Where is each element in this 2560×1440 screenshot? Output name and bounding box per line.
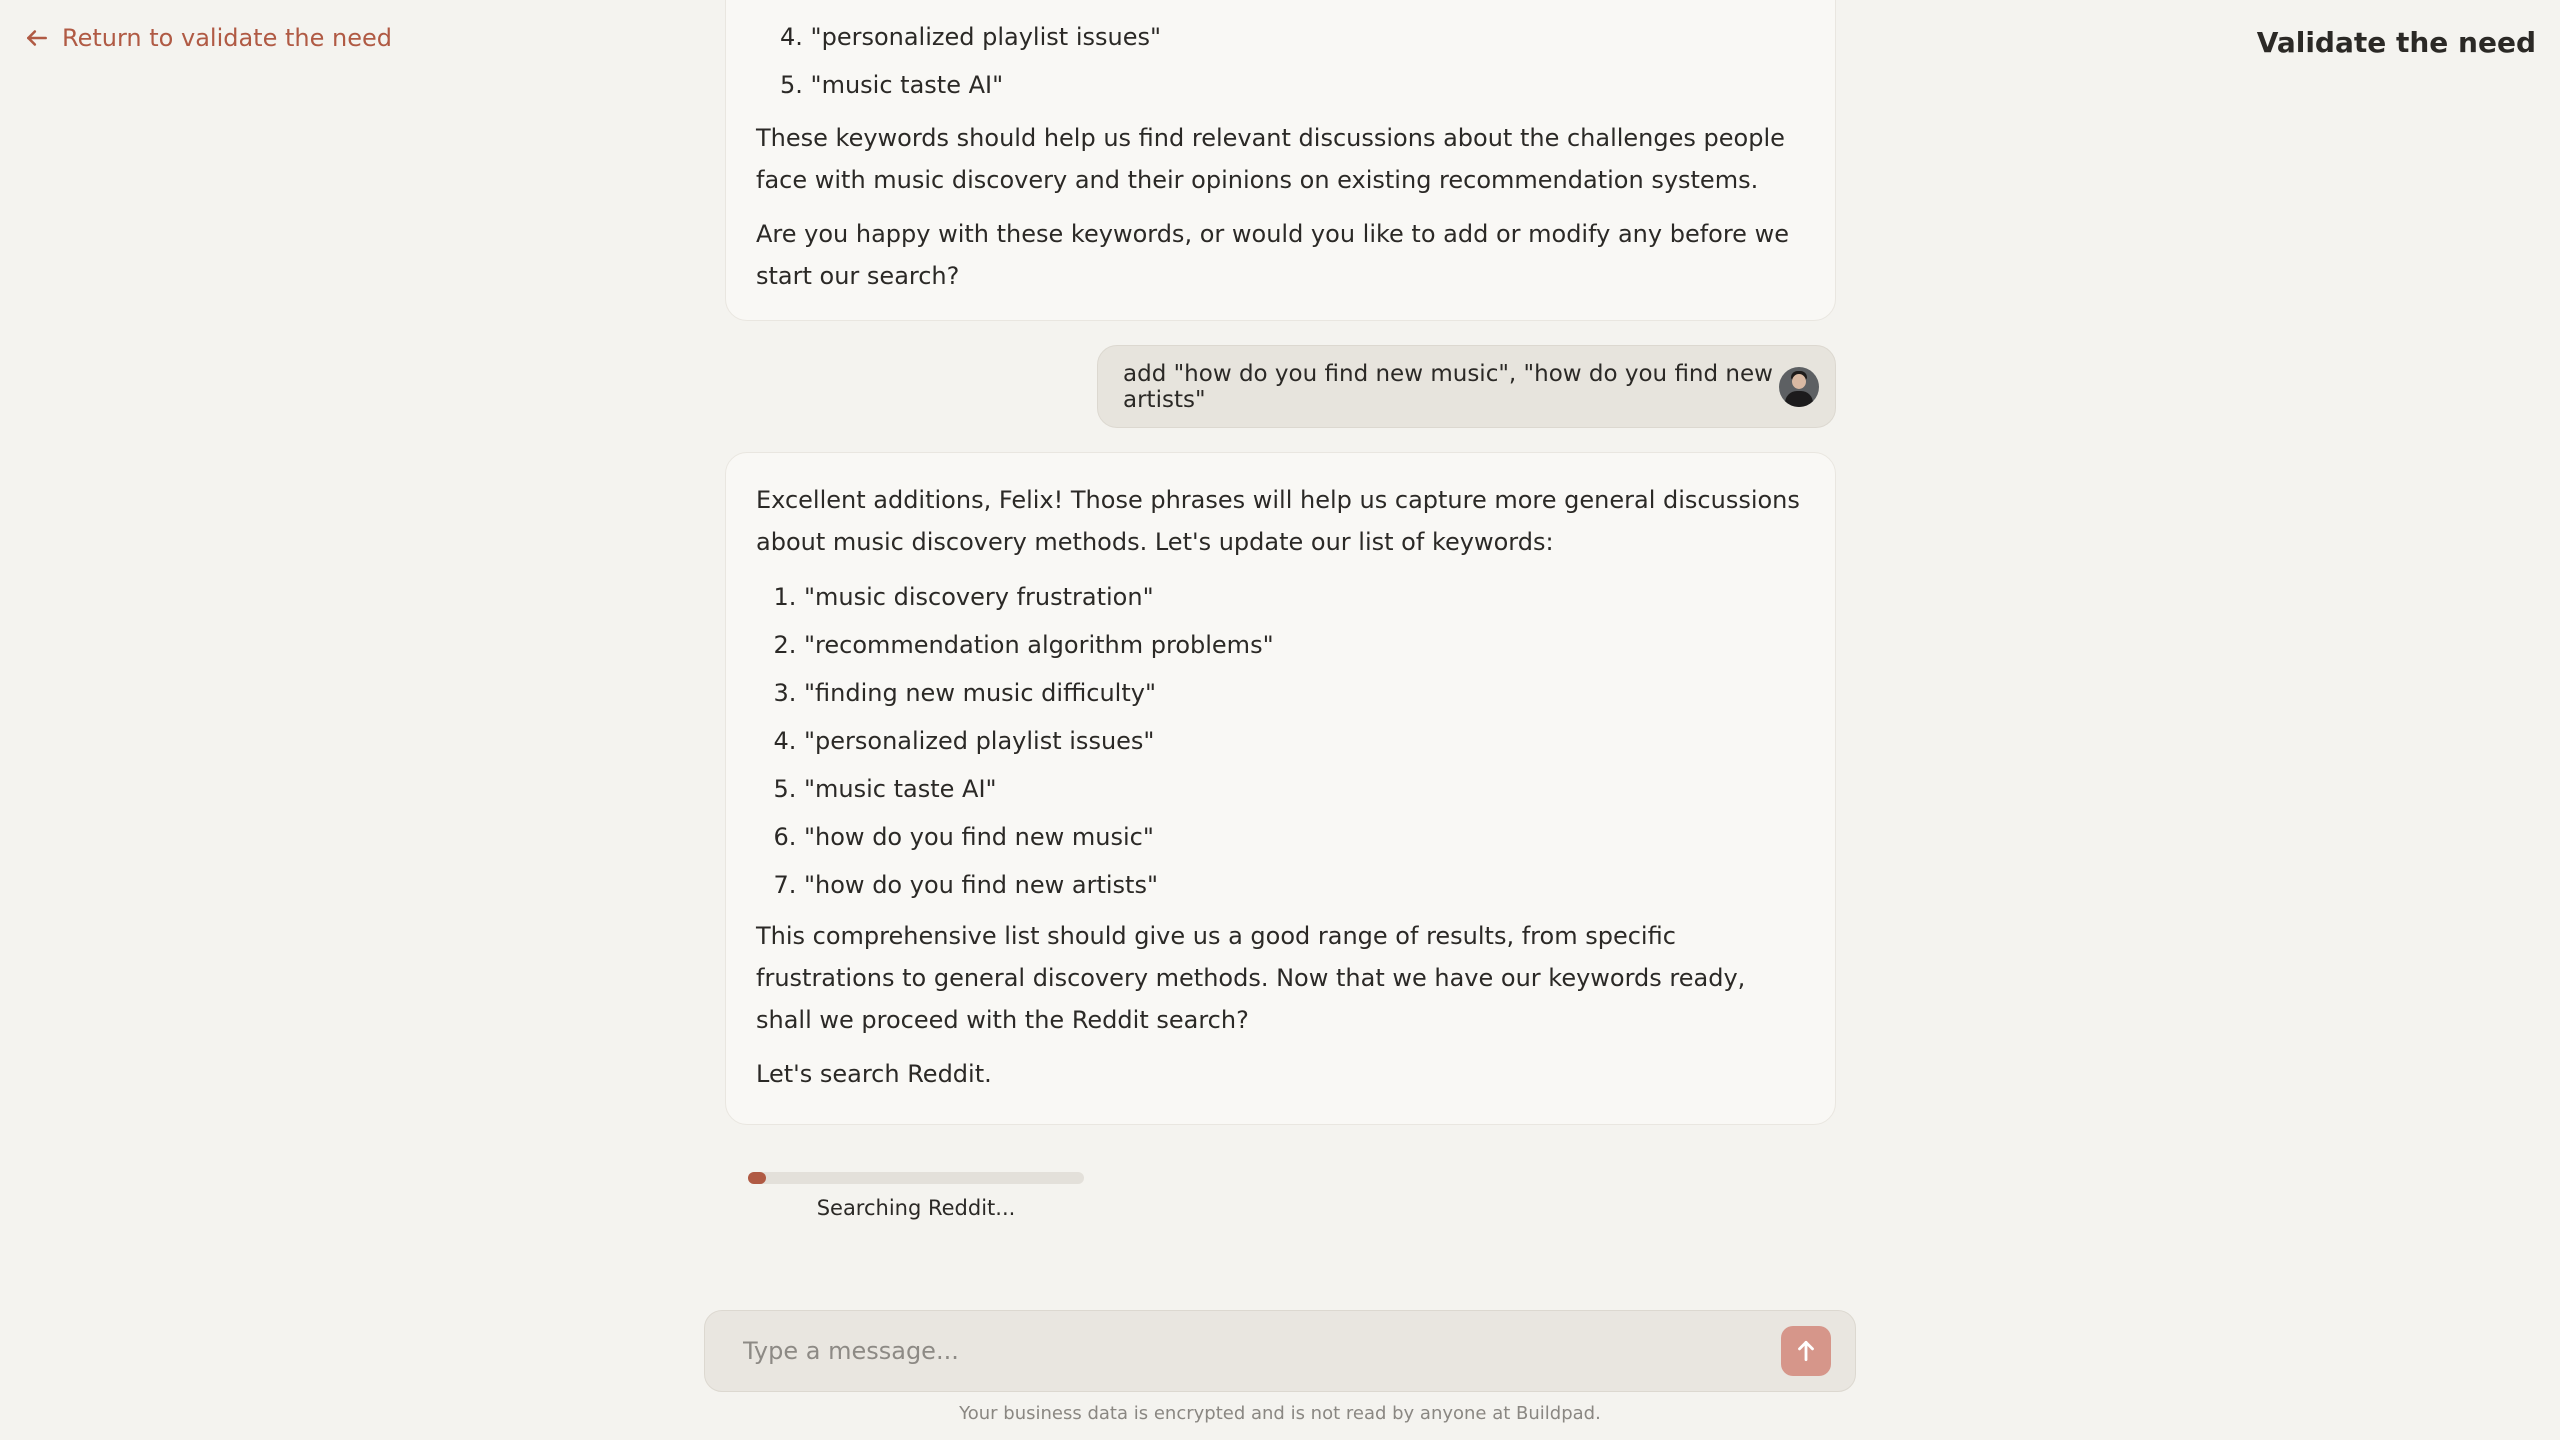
message-paragraph: Excellent additions, Felix! Those phrases will help us capture more general discussions about music discovery methods. Let's update our list of keywords: [756,486,1800,556]
list-item: 3. "finding new music difficulty" [804,669,1805,717]
arrow-left-icon [24,25,50,51]
avatar [1779,367,1819,407]
assistant-message-previous [725,0,1836,321]
page-title: Validate the need [2256,26,2536,59]
message-input[interactable] [741,1336,1641,1366]
footer-note: Your business data is encrypted and is not read by anyone at Buildpad. [959,1403,1601,1424]
list-item: 4. "personalized playlist issues" [804,717,1805,765]
return-link[interactable] [24,24,392,52]
message-paragraph: These keywords should help us find relevant discussions about the challenges people face with music discovery and their opinions on existing recommendation systems. [756,124,1785,194]
message-composer [704,1310,1856,1392]
message-paragraph: This comprehensive list should give us a good range of results, from specific frustrations to general discovery methods. Now that we have our keywords ready, shall we proceed with the Reddit search? [756,922,1746,1034]
list-item: 5. "music taste AI" [780,71,1004,99]
user-message [1097,345,1836,428]
progress-bar-fill [748,1172,766,1184]
message-paragraph: Let's search Reddit. [756,1060,992,1088]
list-item: 6. "how do you find new music" [804,813,1805,861]
message-paragraph: Are you happy with these keywords, or would you like to add or modify any before we start our search? [756,220,1789,290]
keyword-list [756,573,1805,909]
assistant-message [725,452,1836,1125]
list-item: 4. "personalized playlist issues" [780,23,1162,51]
progress-label: Searching Reddit... [816,1196,1016,1220]
progress-bar [748,1172,1084,1184]
list-item: 2. "recommendation algorithm problems" [804,621,1805,669]
list-item: 5. "music taste AI" [804,765,1805,813]
list-item: 1. "music discovery frustration" [804,573,1805,621]
user-message-text: add "how do you find new music", "how do you find new artists" [1123,360,1773,413]
send-button[interactable] [1781,1326,1831,1376]
keyword-list-previous [756,13,1805,109]
return-link-label[interactable]: Return to validate the need [62,24,392,52]
arrow-up-icon [1793,1338,1819,1364]
list-item: 7. "how do you find new artists" [804,861,1805,909]
